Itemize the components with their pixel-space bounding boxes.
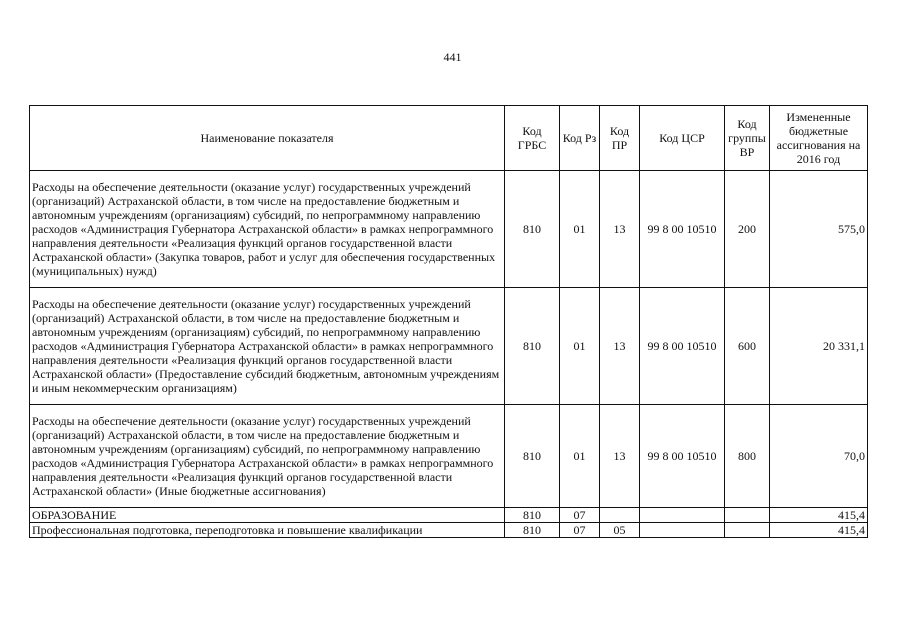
page-number: 441 xyxy=(443,50,462,64)
table-row xyxy=(30,523,868,538)
cell-vr: 800 xyxy=(725,405,770,508)
cell-pr: 13 xyxy=(600,171,640,288)
cell-grbs: 810 xyxy=(505,508,560,523)
table-row xyxy=(30,405,868,508)
cell-pr: 13 xyxy=(600,405,640,508)
cell-rz: 01 xyxy=(560,405,600,508)
cell-csr xyxy=(640,508,725,523)
cell-amount: 415,4 xyxy=(770,523,868,538)
cell-name: ОБРАЗОВАНИЕ xyxy=(30,508,505,523)
cell-csr xyxy=(640,523,725,538)
cell-grbs: 810 xyxy=(505,405,560,508)
cell-rz: 01 xyxy=(560,171,600,288)
cell-name: Расходы на обеспечение деятельности (оказание услуг) государственных учреждений (организаций) Астраханской области, в том числе на предоставление бюджетным и автономным учреждениям (организациям) субсидий, по непрограммному направлению расходов «Администрация Губернатора Астраханской области» в рамках непрограммного направления деятельности «Реализация функций органов государственной власти Астраханской области» (Закупка товаров, работ и услуг для обеспечения государственных (муниципальных) нужд) xyxy=(30,171,505,288)
cell-rz: 07 xyxy=(560,523,600,538)
cell-vr: 600 xyxy=(725,288,770,405)
cell-name: Расходы на обеспечение деятельности (оказание услуг) государственных учреждений (организаций) Астраханской области, в том числе на предоставление бюджетным и автономным учреждениям (организациям) субсидий, по непрограммному направлению расходов «Администрация Губернатора Астраханской области» в рамках непрограммного направления деятельности «Реализация функций органов государственной власти Астраханской области» (Иные бюджетные ассигнования) xyxy=(30,405,505,508)
cell-vr: 200 xyxy=(725,171,770,288)
table-row xyxy=(30,508,868,523)
cell-amount: 415,4 xyxy=(770,508,868,523)
header-rz: Код Рз xyxy=(560,106,600,171)
cell-vr xyxy=(725,508,770,523)
cell-amount: 20 331,1 xyxy=(770,288,868,405)
cell-name: Профессиональная подготовка, переподготовка и повышение квалификации xyxy=(30,523,505,538)
header-name: Наименование показателя xyxy=(30,106,505,171)
cell-pr: 13 xyxy=(600,288,640,405)
cell-csr: 99 8 00 10510 xyxy=(640,405,725,508)
cell-name: Расходы на обеспечение деятельности (оказание услуг) государственных учреждений (организаций) Астраханской области, в том числе на предоставление бюджетным и автономным учреждениям (организациям) субсидий, по непрограммному направлению расходов «Администрация Губернатора Астраханской области» в рамках непрограммного направления деятельности «Реализация функций органов государственной власти Астраханской области» (Предоставление субсидий бюджетным, автономным учреждениям и иным некоммерческим организациям) xyxy=(30,288,505,405)
cell-vr xyxy=(725,523,770,538)
cell-csr: 99 8 00 10510 xyxy=(640,171,725,288)
cell-rz: 01 xyxy=(560,288,600,405)
header-grbs: Код ГРБС xyxy=(505,106,560,171)
table-header-row xyxy=(30,106,868,171)
cell-grbs: 810 xyxy=(505,523,560,538)
header-amount: Измененные бюджетные ассигнования на 2016 год xyxy=(770,106,868,171)
table-row xyxy=(30,171,868,288)
cell-grbs: 810 xyxy=(505,288,560,405)
header-csr: Код ЦСР xyxy=(640,106,725,171)
cell-grbs: 810 xyxy=(505,171,560,288)
header-vr: Код группы ВР xyxy=(725,106,770,171)
cell-amount: 70,0 xyxy=(770,405,868,508)
cell-pr xyxy=(600,508,640,523)
cell-csr: 99 8 00 10510 xyxy=(640,288,725,405)
cell-pr: 05 xyxy=(600,523,640,538)
cell-amount: 575,0 xyxy=(770,171,868,288)
cell-rz: 07 xyxy=(560,508,600,523)
header-pr: Код ПР xyxy=(600,106,640,171)
table-row xyxy=(30,288,868,405)
budget-table xyxy=(29,105,868,538)
